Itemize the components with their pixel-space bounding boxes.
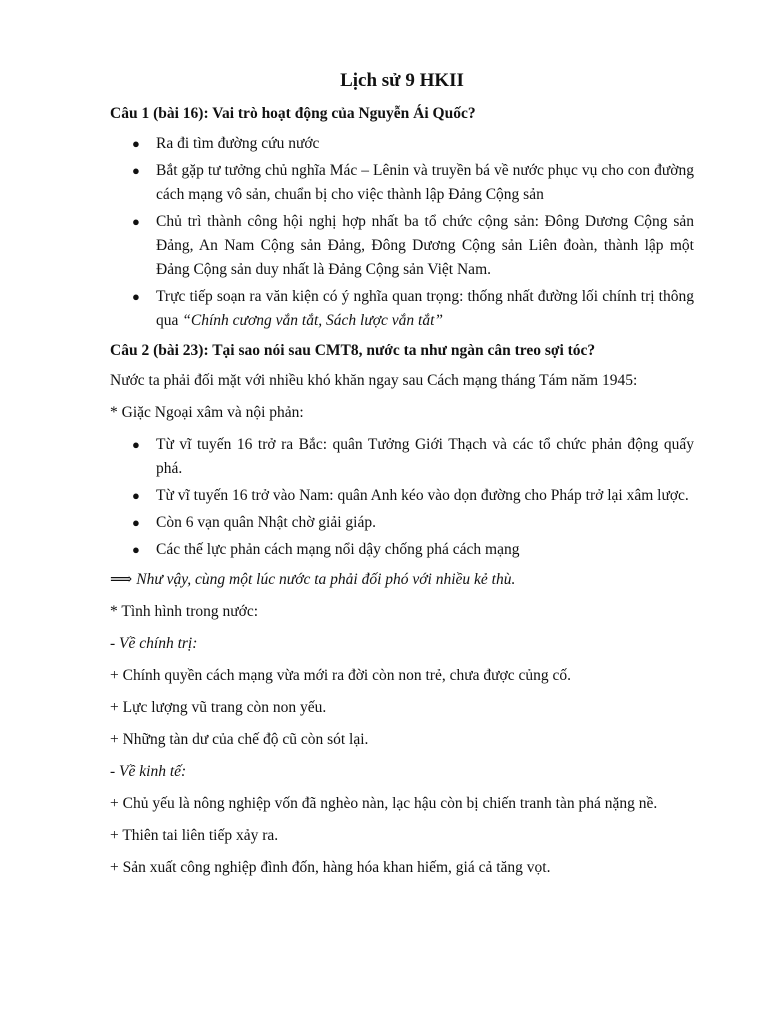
question-1-heading: Câu 1 (bài 16): Vai trò hoạt động của Nguyễn Ái Quốc? [110,105,476,122]
list-item-text: Bắt gặp tư tưởng chủ nghĩa Mác – Lênin và truyền bá về nước phục vụ cho con đường cách mạng vô sản, chuẩn bị cho việc thành lập Đảng Cộng sản [156,162,694,203]
economy-heading: - Về kinh tế: [110,763,187,780]
bullet-icon: ● [132,136,140,151]
bullet-icon: ● [132,163,140,178]
economy-item: + Chủ yếu là nông nghiệp vốn đã nghèo nàn, lạc hậu còn bị chiến tranh tàn phá nặng nề. [110,795,658,812]
list-item-text: Còn 6 vạn quân Nhật chờ giải giáp. [156,514,376,531]
conclusion [110,568,694,592]
bullet-icon: ● [132,214,140,229]
implies-arrow-icon: ⟹ [110,571,133,588]
section-heading-domestic: * Tình hình trong nước: [110,603,259,620]
list-item [110,538,694,562]
list-item [110,484,694,508]
document-page [110,68,694,888]
list-item [110,285,694,333]
list-item [110,132,694,156]
politics-item: + Lực lượng vũ trang còn non yếu. [110,699,327,716]
list-item-text: Từ vĩ tuyến 16 trở ra Bắc: quân Tưởng Giới Thạch và các tổ chức phản động quấy phá. [156,436,694,477]
document-quote: “Chính cương vắn tắt, Sách lược vắn tắt” [182,312,444,329]
politics-item: + Những tàn dư của chế độ cũ còn sót lại. [110,731,369,748]
list-item [110,210,694,282]
bullet-icon: ● [132,542,140,557]
list-item [110,433,694,481]
list-item-text: Các thế lực phản cách mạng nổi dậy chống phá cách mạng [156,541,520,558]
bullet-icon: ● [132,289,140,304]
question-2-intro: Nước ta phải đối mặt với nhiều khó khăn ngay sau Cách mạng tháng Tám năm 1945: [110,372,638,389]
bullet-icon: ● [132,437,140,452]
politics-item: + Chính quyền cách mạng vừa mới ra đời còn non trẻ, chưa được củng cố. [110,667,571,684]
question-1-list [110,132,694,333]
bullet-icon: ● [132,488,140,503]
list-item-text: Từ vĩ tuyến 16 trở vào Nam: quân Anh kéo vào dọn đường cho Pháp trở lại xâm lược. [156,487,689,504]
economy-item: + Sản xuất công nghiệp đình đốn, hàng hóa khan hiếm, giá cả tăng vọt. [110,859,551,876]
politics-heading: - Về chính trị: [110,635,198,652]
list-item-text: Ra đi tìm đường cứu nước [156,135,320,152]
list-item [110,159,694,207]
document-title: Lịch sử 9 HKII [340,70,464,91]
section-heading-invaders: * Giặc Ngoại xâm và nội phản: [110,404,304,421]
list-item-text: Chủ trì thành công hội nghị hợp nhất ba tổ chức cộng sản: Đông Dương Cộng sản Đảng, An Nam Cộng sản Đảng, Đông Dương Cộng sản Liên đoàn, thành lập một Đảng Cộng sản duy nhất là Đảng Cộng sản Việt Nam. [156,213,694,278]
list-item [110,511,694,535]
conclusion-text: Như vậy, cùng một lúc nước ta phải đối phó với nhiều kẻ thù. [136,571,516,588]
question-2-list [110,433,694,562]
question-2-heading: Câu 2 (bài 23): Tại sao nói sau CMT8, nước ta như ngàn cân treo sợi tóc? [110,342,596,359]
bullet-icon: ● [132,515,140,530]
list-item-text: Trực tiếp soạn ra văn kiện có ý nghĩa quan trọng: thống nhất đường lối chính trị thông qua [156,288,694,329]
economy-item: + Thiên tai liên tiếp xảy ra. [110,827,279,844]
